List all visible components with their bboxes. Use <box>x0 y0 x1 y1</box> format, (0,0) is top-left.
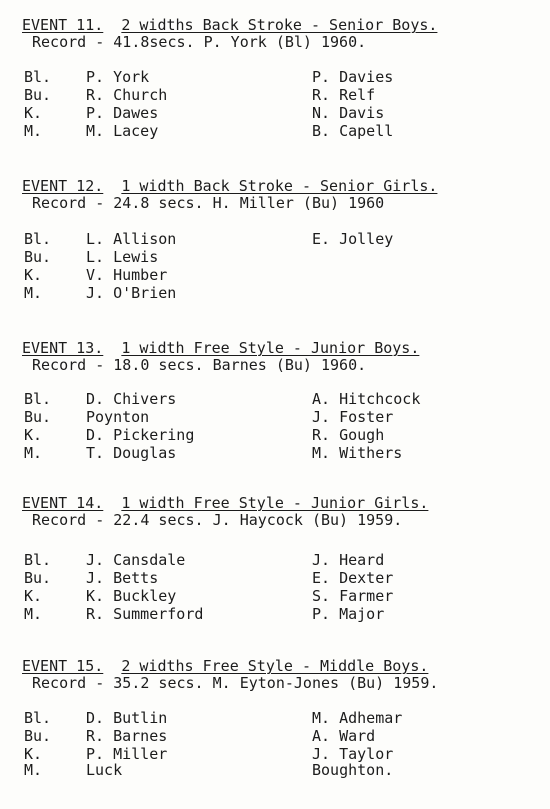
second-swimmer: A. Hitchcock <box>312 390 421 408</box>
house-label: Bl. <box>24 551 52 569</box>
event-heading <box>22 177 437 195</box>
first-swimmer: V. Humber <box>86 266 168 284</box>
house-label: Bl. <box>24 68 52 86</box>
house-label: M. <box>24 284 43 302</box>
first-swimmer: R. Church <box>86 86 168 104</box>
first-swimmer: J. Betts <box>86 569 159 587</box>
house-label: K. <box>24 266 43 284</box>
second-swimmer: N. Davis <box>312 104 385 122</box>
first-swimmer: D. Butlin <box>86 709 168 727</box>
event-description: 2 widths Free Style - Middle Boys. <box>121 657 429 675</box>
event-number: EVENT 14. <box>22 494 104 512</box>
event-number: EVENT 11. <box>22 16 104 34</box>
house-label: Bu. <box>24 248 52 266</box>
event-description: 1 width Free Style - Junior Girls. <box>121 494 429 512</box>
second-swimmer: J. Foster <box>312 408 394 426</box>
house-label: K. <box>24 426 43 444</box>
first-swimmer: P. York <box>86 68 150 86</box>
second-swimmer: R. Relf <box>312 86 376 104</box>
first-swimmer: Luck <box>86 761 123 779</box>
second-swimmer: M. Withers <box>312 444 403 462</box>
house-label: M. <box>24 605 43 623</box>
house-label: Bu. <box>24 408 52 426</box>
house-label: M. <box>24 122 43 140</box>
first-swimmer: L. Allison <box>86 230 177 248</box>
second-swimmer: M. Adhemar <box>312 709 403 727</box>
second-swimmer: S. Farmer <box>312 587 394 605</box>
house-label: Bl. <box>24 390 52 408</box>
first-swimmer: D. Pickering <box>86 426 195 444</box>
first-swimmer: T. Douglas <box>86 444 177 462</box>
second-swimmer: P. Major <box>312 605 385 623</box>
event-record: Record - 35.2 secs. M. Eyton-Jones (Bu) 1959. <box>32 674 439 692</box>
first-swimmer: R. Summerford <box>86 605 204 623</box>
second-swimmer: R. Gough <box>312 426 385 444</box>
house-label: K. <box>24 745 43 763</box>
event-heading <box>22 339 419 357</box>
event-heading <box>22 494 428 512</box>
event-description: 2 widths Back Stroke - Senior Boys. <box>121 16 438 34</box>
house-label: K. <box>24 587 43 605</box>
event-record: Record - 41.8secs. P. York (Bl) 1960. <box>32 33 367 51</box>
house-label: M. <box>24 761 43 779</box>
first-swimmer: P. Dawes <box>86 104 159 122</box>
house-label: Bl. <box>24 709 52 727</box>
event-number: EVENT 13. <box>22 339 104 357</box>
event-record: Record - 18.0 secs. Barnes (Bu) 1960. <box>32 356 367 374</box>
house-label: Bu. <box>24 727 52 745</box>
event-heading <box>22 657 428 675</box>
first-swimmer: J. O'Brien <box>86 284 177 302</box>
first-swimmer: Poynton <box>86 408 150 426</box>
second-swimmer: E. Dexter <box>312 569 394 587</box>
second-swimmer: J. Heard <box>312 551 385 569</box>
event-record: Record - 24.8 secs. H. Miller (Bu) 1960 <box>32 194 385 212</box>
first-swimmer: R. Barnes <box>86 727 168 745</box>
second-swimmer: Boughton. <box>312 761 394 779</box>
first-swimmer: D. Chivers <box>86 390 177 408</box>
house-label: K. <box>24 104 43 122</box>
first-swimmer: L. Lewis <box>86 248 159 266</box>
event-number: EVENT 15. <box>22 657 104 675</box>
event-record: Record - 22.4 secs. J. Haycock (Bu) 1959. <box>32 511 403 529</box>
second-swimmer: A. Ward <box>312 727 376 745</box>
event-description: 1 width Free Style - Junior Boys. <box>121 339 420 357</box>
second-swimmer: P. Davies <box>312 68 394 86</box>
house-label: Bu. <box>24 86 52 104</box>
event-description: 1 width Back Stroke - Senior Girls. <box>121 177 438 195</box>
event-heading <box>22 16 437 34</box>
first-swimmer: M. Lacey <box>86 122 159 140</box>
event-number: EVENT 12. <box>22 177 104 195</box>
second-swimmer: J. Taylor <box>312 745 394 763</box>
second-swimmer: E. Jolley <box>312 230 394 248</box>
house-label: Bl. <box>24 230 52 248</box>
second-swimmer: B. Capell <box>312 122 394 140</box>
house-label: Bu. <box>24 569 52 587</box>
first-swimmer: K. Buckley <box>86 587 177 605</box>
house-label: M. <box>24 444 43 462</box>
first-swimmer: J. Cansdale <box>86 551 186 569</box>
first-swimmer: P. Miller <box>86 745 168 763</box>
